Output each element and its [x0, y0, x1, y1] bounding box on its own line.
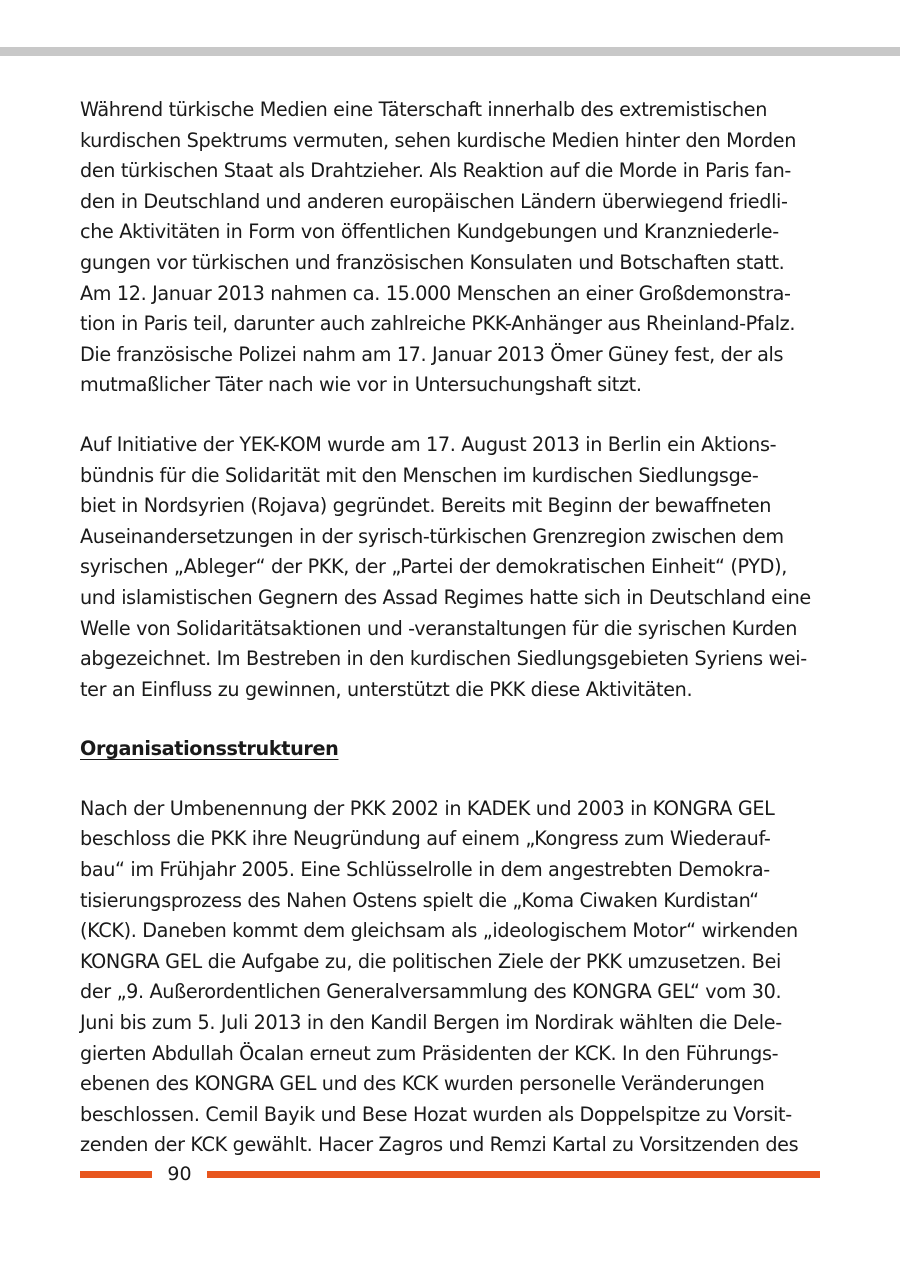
text-line: (KCK). Daneben kommt dem gleichsam als „ideologischem Motor“ wirkenden [80, 919, 798, 943]
page-content [80, 95, 820, 1161]
text-line: den türkischen Staat als Drahtzieher. Als Reaktion auf die Morde in Paris fan- [80, 159, 791, 183]
text-line: zenden der KCK gewählt. Hacer Zagros und Remzi Kartal zu Vorsitzenden des [80, 1133, 799, 1157]
text-line: Auseinandersetzungen in der syrisch-türkischen Grenzregion zwischen dem [80, 524, 784, 548]
text-line: syrischen „Ableger“ der PKK, der „Partei der demokratischen Einheit“ (PYD), [80, 555, 787, 579]
text-line: che Aktivitäten in Form von öffentlichen Kundgebungen und Kranzniederle- [80, 220, 779, 244]
text-line: Am 12. Januar 2013 nahmen ca. 15.000 Menschen an einer Großdemonstra- [80, 281, 791, 305]
text-line: Nach der Umbenennung der PKK 2002 in KADEK und 2003 in KONGRA GEL [80, 796, 775, 820]
paragraph-spacer [80, 401, 820, 430]
top-rule [0, 47, 900, 56]
text-line: bau“ im Frühjahr 2005. Eine Schlüsselrolle in dem angestrebten Demokra- [80, 858, 770, 882]
footer-accent-bar-left [80, 1171, 152, 1178]
text-line: tisierungsprozess des Nahen Ostens spielt die „Koma Ciwaken Kurdistan“ [80, 888, 759, 912]
text-line: ebenen des KONGRA GEL und des KCK wurden personelle Veränderungen [80, 1072, 765, 1096]
text-line: Auf Initiative der YEK-KOM wurde am 17. August 2013 in Berlin ein Aktions- [80, 432, 777, 456]
text-line: KONGRA GEL die Aufgabe zu, die politischen Ziele der PKK umzusetzen. Bei [80, 949, 782, 973]
text-line: tion in Paris teil, darunter auch zahlreiche PKK-Anhänger aus Rheinland-Pfalz. [80, 312, 796, 336]
footer-accent-bar-right [207, 1171, 820, 1178]
paragraph-rojava-alliance [80, 430, 820, 705]
paragraph-murders-reaction [80, 95, 820, 401]
text-line: kurdischen Spektrums vermuten, sehen kurdische Medien hinter den Morden [80, 128, 797, 152]
text-line: Juni bis zum 5. Juli 2013 in den Kandil Bergen im Nordirak wählten die Dele- [80, 1011, 782, 1035]
text-line: Die französische Polizei nahm am 17. Januar 2013 Ömer Güney fest, der als [80, 342, 784, 366]
text-line: Während türkische Medien eine Täterschaft innerhalb des extremistischen [80, 98, 768, 121]
text-line: ter an Einfluss zu gewinnen, unterstützt die PKK diese Aktivitäten. [80, 677, 693, 701]
text-line: biet in Nordsyrien (Rojava) gegründet. Bereits mit Beginn der bewaffneten [80, 494, 772, 518]
paragraph-organisation-structure [80, 794, 820, 1161]
text-line: beschloss die PKK ihre Neugründung auf einem „Kongress zum Wiederauf- [80, 827, 771, 851]
page-number: 90 [167, 1163, 192, 1185]
paragraph-spacer [80, 705, 820, 734]
text-line: abgezeichnet. Im Bestreben in den kurdischen Siedlungsgebieten Syriens wei- [80, 647, 807, 671]
section-heading: Organisationsstrukturen [80, 737, 339, 761]
text-line: beschlossen. Cemil Bayik und Bese Hozat wurden als Doppelspitze zu Vorsit- [80, 1102, 792, 1126]
text-line: Welle von Solidaritätsaktionen und -veranstaltungen für die syrischen Kurden [80, 616, 798, 640]
text-line: den in Deutschland und anderen europäischen Ländern überwiegend friedli- [80, 189, 788, 213]
text-line: mutmaßlicher Täter nach wie vor in Untersuchungshaft sitzt. [80, 373, 642, 397]
text-line: gierten Abdullah Öcalan erneut zum Präsidenten der KCK. In den Führungs- [80, 1041, 779, 1065]
text-line: und islamistischen Gegnern des Assad Regimes hatte sich in Deutschland eine [80, 585, 811, 609]
text-line: gungen vor türkischen und französischen Konsulaten und Botschaften statt. [80, 250, 785, 274]
page-footer [80, 1160, 820, 1188]
paragraph-spacer [80, 765, 820, 794]
text-line: der „9. Außerordentlichen Generalversammlung des KONGRA GEL“ vom 30. [80, 980, 782, 1004]
text-line: bündnis für die Solidarität mit den Menschen im kurdischen Siedlungsge- [80, 463, 759, 487]
